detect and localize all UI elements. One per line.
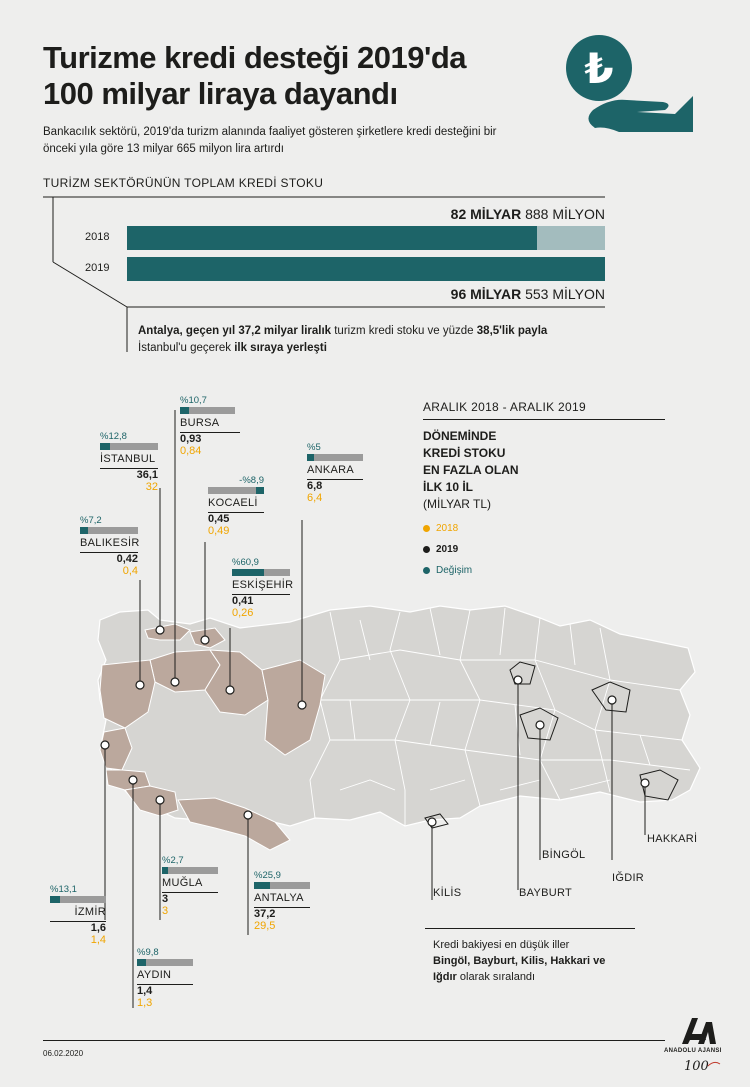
city-eskisehir — [232, 557, 294, 619]
legend-line-3: EN FAZLA OLAN — [423, 463, 519, 477]
istanbul-2018: 32 — [145, 481, 158, 493]
low-note-divider — [425, 928, 635, 929]
label-bayburt: BAYBURT — [519, 887, 573, 899]
bursa-name: BURSA — [180, 417, 240, 433]
subtitle: Bankacılık sektörü, 2019'da turizm alanında faaliyet gösteren şirketlere kredi desteğini bir önceki yıla göre 13 milyar 665 milyon lira artırdı — [43, 126, 497, 155]
legend-item-change — [423, 565, 665, 576]
balikesir-2019: 0,42 — [116, 553, 138, 565]
istanbul-change-track — [100, 443, 158, 450]
aa-100-years-icon — [682, 1056, 722, 1074]
city-aydin — [137, 947, 193, 1009]
stock-2019-bold: 96 MİLYAR — [450, 286, 522, 302]
note-part-3: 38,5'lik payla — [476, 325, 548, 337]
eskisehir-change-track — [232, 569, 290, 576]
city-balikesir — [80, 515, 138, 577]
mugla-2019: 3 — [162, 893, 169, 905]
city-istanbul — [100, 431, 158, 493]
low-note-3: Iğdır — [433, 971, 457, 983]
aydin-change-track — [137, 959, 193, 966]
izmir-2018: 1,4 — [90, 934, 106, 946]
eskisehir-2019: 0,41 — [232, 595, 254, 607]
aydin-2019: 1,4 — [137, 985, 153, 997]
kocaeli-pct: -%8,9 — [239, 475, 264, 486]
label-igdir: IĞDIR — [612, 872, 645, 884]
eskisehir-2018: 0,26 — [232, 607, 254, 619]
low-note-1: Kredi bakiyesi en düşük iller — [433, 939, 570, 951]
dot-change-icon — [423, 567, 430, 574]
legend-body — [423, 428, 665, 513]
aydin-2018: 1,3 — [137, 997, 153, 1009]
antalya-change-track — [254, 882, 310, 889]
ankara-2019: 6,8 — [307, 480, 323, 492]
city-izmir — [50, 884, 106, 946]
mugla-2018: 3 — [162, 905, 169, 917]
balikesir-change-track — [80, 527, 138, 534]
kocaeli-2019: 0,45 — [208, 513, 230, 525]
legend-line-4: İLK 10 İL — [423, 480, 474, 494]
istanbul-2019: 36,1 — [136, 469, 158, 481]
izmir-change-bar — [50, 896, 60, 903]
low-note-2: Bingöl, Bayburt, Kilis, Hakkari ve — [433, 955, 606, 967]
ankara-name: ANKARA — [307, 464, 363, 480]
agency-name: ANADOLU AJANSI — [664, 1048, 722, 1054]
antalya-2019: 37,2 — [254, 908, 276, 920]
turkey-landmass — [98, 606, 700, 826]
aydin-name: AYDIN — [137, 969, 193, 985]
city-bursa — [180, 395, 240, 457]
stock-2018-bold: 82 MİLYAR — [450, 206, 522, 222]
izmir-name: İZMİR — [50, 906, 106, 922]
ankara-change-bar — [307, 454, 314, 461]
year-label-2019: 2019 — [85, 262, 110, 274]
low-note — [433, 937, 633, 985]
eskisehir-change-bar — [232, 569, 264, 576]
legend-change-label: Değişim — [436, 565, 473, 576]
antalya-change-bar — [254, 882, 270, 889]
low-note-4: olarak sıralandı — [456, 971, 536, 983]
label-bingol: BİNGÖL — [542, 849, 586, 861]
legend-item-2019 — [423, 544, 665, 555]
note-part-2: turizm kredi stoku ve yüzde — [331, 325, 477, 337]
mugla-name: MUĞLA — [162, 877, 218, 893]
legend — [423, 400, 665, 576]
balikesir-change-bar — [80, 527, 88, 534]
legend-line-1: DÖNEMİNDE — [423, 429, 497, 443]
bursa-pct: %10,7 — [180, 395, 207, 406]
kocaeli-change-bar — [256, 487, 264, 494]
note-part-5: ilk sıraya yerleşti — [234, 342, 327, 354]
dot-2018-icon — [423, 525, 430, 532]
izmir-2019: 1,6 — [90, 922, 106, 934]
mugla-change-track — [162, 867, 218, 874]
legend-item-2018 — [423, 523, 665, 534]
stock-2019-rest: 553 MİLYON — [525, 286, 605, 302]
kocaeli-name: KOCAELİ — [208, 497, 264, 513]
ankara-change-track — [307, 454, 363, 461]
city-mugla — [162, 855, 218, 917]
antalya-2018: 29,5 — [254, 920, 276, 932]
balikesir-2018: 0,4 — [122, 565, 138, 577]
izmir-pct: %13,1 — [50, 884, 77, 895]
city-ankara — [307, 442, 363, 504]
kocaeli-2018: 0,49 — [208, 525, 230, 537]
legend-unit: (MİLYAR TL) — [423, 497, 492, 511]
istanbul-change-bar — [100, 443, 110, 450]
title-line-2: 100 milyar liraya dayandı — [43, 76, 398, 111]
kocaeli-change-track — [208, 487, 264, 494]
antalya-name: ANTALYA — [254, 892, 310, 908]
ankara-pct: %5 — [307, 442, 321, 453]
footer-date: 06.02.2020 — [43, 1049, 84, 1058]
aydin-pct: %9,8 — [137, 947, 159, 958]
eskisehir-pct: %60,9 — [232, 557, 259, 568]
stock-section-title: TURİZM SEKTÖRÜNÜN TOPLAM KREDİ STOKU — [43, 176, 324, 190]
aa-logo-icon — [678, 1012, 718, 1046]
bursa-2018: 0,84 — [180, 445, 202, 457]
dot-2019-icon — [423, 546, 430, 553]
legend-2018-label: 2018 — [436, 523, 459, 534]
svg-text:₺: ₺ — [584, 44, 614, 93]
mugla-change-bar — [162, 867, 168, 874]
year-label-2018: 2018 — [85, 231, 110, 243]
city-antalya — [254, 870, 310, 932]
mugla-pct: %2,7 — [162, 855, 184, 866]
balikesir-pct: %7,2 — [80, 515, 102, 526]
aydin-change-bar — [137, 959, 146, 966]
legend-2019-label: 2019 — [436, 544, 459, 555]
stock-2018-rest: 888 MİLYON — [525, 206, 605, 222]
title-line-1: Turizme kredi desteği 2019'da — [43, 40, 467, 75]
bursa-change-track — [180, 407, 235, 414]
legend-head: ARALIK 2018 - ARALIK 2019 — [423, 400, 665, 420]
eskisehir-name: ESKİŞEHİR — [232, 579, 290, 595]
bursa-change-bar — [180, 407, 189, 414]
balikesir-name: BALIKESİR — [80, 537, 138, 553]
legend-line-2: KREDİ STOKU — [423, 446, 506, 460]
bursa-2019: 0,93 — [180, 433, 202, 445]
note-part-1: Antalya, geçen yıl 37,2 milyar liralık — [138, 325, 332, 337]
istanbul-pct: %12,8 — [100, 431, 127, 442]
antalya-pct: %25,9 — [254, 870, 281, 881]
ankara-2018: 6,4 — [307, 492, 323, 504]
label-hakkari: HAKKARİ — [647, 833, 698, 845]
footer-divider — [43, 1040, 665, 1041]
label-kilis: KİLİS — [433, 887, 462, 899]
svg-text:100: 100 — [684, 1059, 709, 1074]
city-kocaeli — [208, 475, 264, 537]
istanbul-name: İSTANBUL — [100, 453, 158, 469]
izmir-change-track — [50, 896, 106, 903]
note-part-4: İstanbul'u geçerek — [138, 342, 235, 354]
